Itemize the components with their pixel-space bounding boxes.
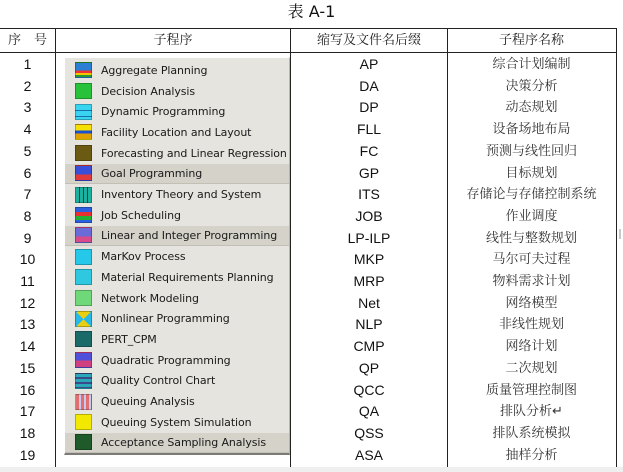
row-abbreviation: QSS <box>354 424 384 441</box>
queuing-analysis-icon <box>75 394 92 410</box>
menu-item-linear-programming[interactable] <box>65 226 289 247</box>
menu-item-network-modeling[interactable] <box>65 288 289 309</box>
row-chinese-name: 预测与线性回归 <box>485 143 577 159</box>
row-chinese-name: 排队分析↵ <box>500 404 563 420</box>
menu-item-decision-analysis[interactable] <box>65 81 289 102</box>
row-chinese-name: 排队系统模拟 <box>492 425 571 441</box>
menu-item-label: Linear and Integer Programming <box>101 228 278 242</box>
menu-item-label: Nonlinear Programming <box>101 312 230 326</box>
row-chinese-name: 网络模型 <box>505 295 558 311</box>
row-abbreviation: QA <box>358 403 380 420</box>
menu-item-markov[interactable] <box>65 246 289 267</box>
menu-item-label: Dynamic Programming <box>101 105 226 119</box>
menu-item-queuing-analysis[interactable] <box>65 391 289 412</box>
menu-item-mrp[interactable] <box>65 267 289 288</box>
header-name: 子程序名称 <box>498 33 564 48</box>
row-index: 18 <box>19 424 36 441</box>
row-chinese-name: 马尔可夫过程 <box>492 252 571 268</box>
pert-cpm-icon <box>75 331 92 347</box>
row-chinese-name: 综合计划编制 <box>492 57 571 72</box>
menu-item-label: Inventory Theory and System <box>101 188 262 202</box>
row-index: 17 <box>19 403 36 420</box>
markov-icon <box>75 249 92 265</box>
row-index: 10 <box>19 251 36 268</box>
queuing-simulation-icon <box>75 414 92 430</box>
row-chinese-name: 动态规划 <box>505 100 558 116</box>
menu-item-inventory[interactable] <box>65 184 289 205</box>
menu-item-queuing-simulation[interactable] <box>65 412 289 433</box>
row-abbreviation: MRP <box>353 273 385 289</box>
menu-item-quality-control[interactable] <box>65 371 289 392</box>
acceptance-sampling-icon <box>75 434 92 450</box>
menu-item-label: Facility Location and Layout <box>101 125 252 139</box>
menu-item-quadratic-programming[interactable] <box>65 350 289 371</box>
row-index: 5 <box>23 142 32 159</box>
row-chinese-name: 目标规划 <box>505 165 558 181</box>
forecasting-icon <box>75 145 92 161</box>
row-chinese-name: 作业调度 <box>505 208 558 224</box>
header-index: 序 号 <box>7 33 47 48</box>
menu-item-aggregate-planning[interactable] <box>65 60 289 81</box>
row-abbreviation: ITS <box>358 186 380 203</box>
menu-item-label: PERT_CPM <box>101 332 157 346</box>
row-index: 1 <box>23 56 32 72</box>
row-index: 6 <box>23 164 32 181</box>
menu-item-nonlinear-programming[interactable] <box>65 308 289 329</box>
mrp-icon <box>75 269 92 285</box>
row-index: 14 <box>19 338 36 355</box>
row-index: 11 <box>20 273 35 289</box>
menu-item-label: Decision Analysis <box>101 84 195 98</box>
goal-programming-icon <box>75 165 92 181</box>
row-index: 16 <box>19 381 36 398</box>
menu-item-label: Quadratic Programming <box>101 353 231 367</box>
menu-item-label: Network Modeling <box>101 291 199 305</box>
row-abbreviation: ASA <box>354 446 383 463</box>
row-chinese-name: 存储论与存储控制系统 <box>466 187 597 203</box>
nonlinear-programming-icon <box>75 311 92 327</box>
menu-item-job-scheduling[interactable] <box>65 205 289 226</box>
row-chinese-name: 线性与整数规划 <box>485 230 577 246</box>
menu-item-forecasting[interactable] <box>65 143 289 164</box>
row-index: 9 <box>23 229 32 246</box>
row-index: 19 <box>19 446 36 463</box>
row-abbreviation: MKP <box>353 251 385 268</box>
page-edge-mark <box>619 229 621 239</box>
row-abbreviation: GP <box>358 164 380 181</box>
decision-analysis-icon <box>75 83 92 99</box>
row-abbreviation: CMP <box>353 338 385 355</box>
row-chinese-name: 非线性规划 <box>498 317 564 333</box>
inventory-icon <box>75 187 92 203</box>
row-abbreviation: Net <box>358 294 380 311</box>
job-scheduling-icon <box>75 207 92 223</box>
row-abbreviation: LP-ILP <box>347 229 391 246</box>
menu-item-pert-cpm[interactable] <box>65 329 289 350</box>
row-index: 7 <box>23 186 32 203</box>
menu-item-facility-layout[interactable] <box>65 122 289 143</box>
quality-control-icon <box>75 373 92 389</box>
menu-item-dynamic-programming[interactable] <box>65 101 289 122</box>
row-abbreviation: DA <box>359 77 379 94</box>
row-abbreviation: AP <box>359 56 379 72</box>
row-chinese-name: 设备场地布局 <box>492 122 571 138</box>
facility-layout-icon <box>75 124 92 140</box>
row-index: 3 <box>23 99 32 116</box>
subprogram-menu <box>64 57 290 455</box>
dynamic-programming-icon <box>75 104 92 120</box>
menu-item-label: MarKov Process <box>101 250 186 264</box>
menu-item-label: Queuing System Simulation <box>101 415 252 429</box>
table-title: 表 A-1 <box>287 2 336 21</box>
row-chinese-name: 抽样分析 <box>505 447 558 463</box>
menu-item-label: Queuing Analysis <box>101 395 195 409</box>
row-index: 8 <box>23 207 32 224</box>
menu-item-label: Acceptance Sampling Analysis <box>101 435 267 449</box>
row-abbreviation: DP <box>359 99 379 116</box>
row-index: 12 <box>19 294 36 311</box>
header-subprogram: 子程序 <box>153 33 193 48</box>
menu-item-label: Goal Programming <box>101 166 203 180</box>
row-index: 15 <box>19 359 36 376</box>
row-chinese-name: 二次规划 <box>505 360 558 376</box>
aggregate-planning-icon <box>75 62 92 78</box>
row-abbreviation: JOB <box>355 207 383 224</box>
table-header <box>0 29 616 53</box>
menu-item-label: Quality Control Chart <box>101 374 216 388</box>
menu-item-goal-programming[interactable] <box>65 164 289 185</box>
network-modeling-icon <box>75 290 92 306</box>
row-abbreviation: NLP <box>355 316 383 333</box>
row-chinese-name: 决策分析 <box>505 78 558 94</box>
row-abbreviation: QP <box>358 359 380 376</box>
linear-programming-icon <box>75 227 92 243</box>
menu-item-label: Forecasting and Linear Regression <box>101 146 287 160</box>
row-abbreviation: FLL <box>356 121 382 138</box>
menu-item-label: Aggregate Planning <box>101 63 208 77</box>
menu-item-label: Material Requirements Planning <box>101 270 274 284</box>
row-chinese-name: 网络计划 <box>505 339 558 355</box>
quadratic-programming-icon <box>75 352 92 368</box>
menu-item-acceptance-sampling[interactable] <box>65 433 289 454</box>
page-bottom-edge <box>0 467 623 472</box>
menu-item-label: Job Scheduling <box>101 208 181 222</box>
row-abbreviation: QCC <box>353 381 385 398</box>
row-chinese-name: 物料需求计划 <box>492 274 571 289</box>
row-chinese-name: 质量管理控制图 <box>485 382 577 398</box>
row-index: 13 <box>19 316 36 333</box>
row-abbreviation: FC <box>359 142 379 159</box>
header-abbreviation: 缩写及文件名后缀 <box>316 33 421 48</box>
row-index: 2 <box>23 77 32 94</box>
row-index: 4 <box>23 121 32 138</box>
